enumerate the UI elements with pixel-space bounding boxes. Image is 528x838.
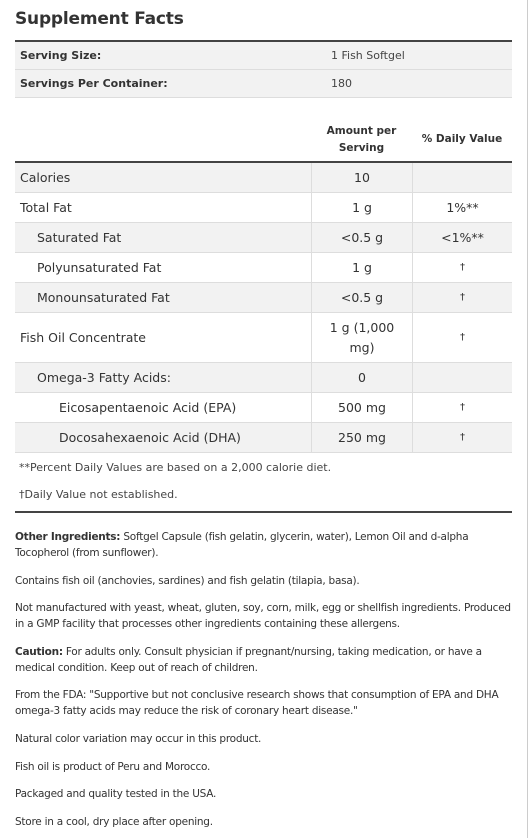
contains-statement: Contains fish oil (anchovies, sardines) and fish gelatin (tilapia, basa). — [15, 575, 360, 587]
nutrient-name: Fish Oil Concentrate — [20, 330, 146, 345]
nutrient-amount: 0 — [311, 363, 412, 392]
nutrition-table — [15, 116, 512, 453]
nutrient-name: Total Fat — [20, 200, 72, 215]
nutrient-amount: 10 — [311, 163, 412, 192]
other-ingredients-label: Other Ingredients: — [15, 531, 121, 543]
amount-per-serving-header: Amount per Serving — [326, 124, 397, 154]
page-title: Supplement Facts — [15, 9, 184, 29]
dagger-footnote: †Daily Value not established. — [19, 488, 178, 501]
nutrient-name: Monounsaturated Fat — [37, 290, 170, 305]
table-row — [15, 163, 512, 193]
nutrient-dv: † — [412, 283, 512, 312]
nutrient-amount: <0.5 g — [311, 283, 412, 312]
nutrition-table-header — [15, 116, 512, 163]
servings-per-container-value: 180 — [331, 77, 352, 90]
caution-label: Caution: — [15, 646, 63, 658]
nutrient-amount: 500 mg — [311, 393, 412, 422]
table-row — [15, 423, 512, 453]
servings-per-container-row — [15, 70, 512, 98]
packaged-note: Packaged and quality tested in the USA. — [15, 788, 217, 800]
serving-size-label: Serving Size: — [20, 49, 102, 62]
nutrient-name: Polyunsaturated Fat — [37, 260, 162, 275]
other-ingredients-text: Softgel Capsule (fish gelatin, glycerin, water), Lemon Oil and d-alpha Tocopherol (from sunflower). — [15, 531, 469, 559]
nutrient-dv — [412, 363, 512, 392]
nutrient-amount: 1 g — [311, 253, 412, 282]
serving-size-value: 1 Fish Softgel — [331, 49, 405, 62]
percent-dv-footnote: **Percent Daily Values are based on a 2,000 calorie diet. — [19, 461, 332, 474]
serving-info — [15, 40, 512, 98]
table-row — [15, 313, 512, 363]
table-row — [15, 393, 512, 423]
nutrient-dv: <1%** — [412, 223, 512, 252]
nutrient-dv: † — [412, 313, 512, 362]
table-row — [15, 253, 512, 283]
caution-text: For adults only. Consult physician if pregnant/nursing, taking medication, or have a medical condition. Keep out of reach of children. — [15, 646, 482, 674]
nutrient-dv: † — [412, 423, 512, 452]
color-variation-note: Natural color variation may occur in this product. — [15, 733, 262, 745]
nutrient-name: Omega-3 Fatty Acids: — [37, 370, 171, 385]
table-row — [15, 363, 512, 393]
nutrient-name: Saturated Fat — [37, 230, 122, 245]
section-divider — [15, 511, 512, 513]
nutrient-name: Calories — [20, 170, 71, 185]
caution-statement — [15, 644, 512, 676]
nutrient-amount: 1 g — [311, 193, 412, 222]
nutrient-dv — [412, 163, 512, 192]
nutrient-amount: 250 mg — [311, 423, 412, 452]
origin-note: Fish oil is product of Peru and Morocco. — [15, 761, 211, 773]
table-row — [15, 283, 512, 313]
nutrient-amount: 1 g (1,000 mg) — [311, 313, 412, 362]
other-ingredients — [15, 529, 512, 561]
storage-note: Store in a cool, dry place after opening. — [15, 816, 213, 828]
nutrient-dv: 1%** — [412, 193, 512, 222]
table-row — [15, 193, 512, 223]
nutrient-amount: <0.5 g — [311, 223, 412, 252]
daily-value-header: % Daily Value — [421, 132, 503, 145]
nutrient-dv: † — [412, 393, 512, 422]
servings-per-container-label: Servings Per Container: — [20, 77, 168, 90]
serving-size-row — [15, 42, 512, 70]
table-row — [15, 223, 512, 253]
nutrient-name: Eicosapentaenoic Acid (EPA) — [59, 400, 237, 415]
nutrient-name: Docosahexaenoic Acid (DHA) — [59, 430, 241, 445]
allergen-statement: Not manufactured with yeast, wheat, gluten, soy, corn, milk, egg or shellfish ingredients. Produced in a GMP facility that processes other ingredients containing these allergens. — [15, 602, 511, 630]
nutrient-dv: † — [412, 253, 512, 282]
fda-statement: From the FDA: "Supportive but not conclusive research shows that consumption of EPA and DHA omega-3 fatty acids may reduce the risk of coronary heart disease." — [15, 689, 499, 717]
